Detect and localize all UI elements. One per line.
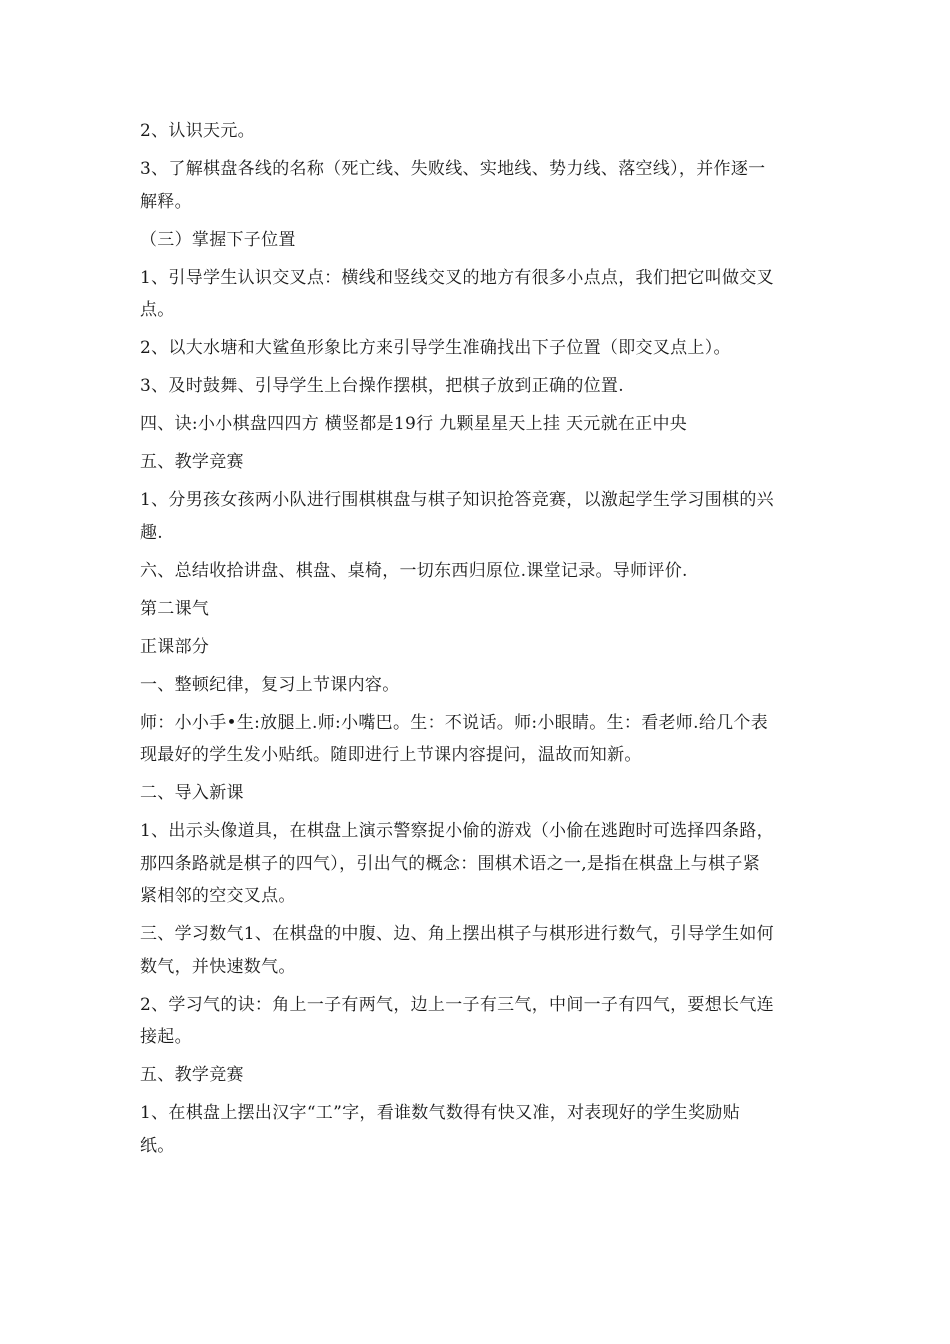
text-line: 1、出示头像道具，在棋盘上演示警察捉小偷的游戏（小偷在逃跑时可选择四条路， — [140, 821, 774, 841]
document-body — [140, 115, 820, 1162]
paragraph — [140, 408, 820, 441]
text-line: 五、教学竞赛 — [140, 1065, 244, 1085]
text-line: 点。 — [140, 300, 175, 320]
text-line: 第二课气 — [140, 598, 210, 619]
paragraph — [140, 484, 820, 549]
text-line: 1、分男孩女孩两小队进行围棋棋盘与棋子知识抢答竞赛，以激起学生学习围棋的兴 — [140, 490, 774, 510]
text-line: （三）掌握下子位置 — [140, 229, 296, 250]
section-heading — [140, 446, 820, 479]
text-line: 五、教学竞赛 — [140, 452, 244, 472]
text-line: 2、认识天元。 — [140, 121, 255, 141]
paragraph — [140, 918, 820, 983]
text-line: 那四条路就是棋子的四气），引出气的概念：围棋术语之一,是指在棋盘上与棋子紧 — [140, 853, 761, 874]
text-line: 解释。 — [140, 191, 192, 212]
paragraph — [140, 153, 820, 218]
text-line: 2、以大水塘和大鲨鱼形象比方来引导学生准确找出下子位置（即交叉点上）。 — [140, 338, 731, 358]
paragraph — [140, 707, 820, 772]
text-line: 现最好的学生发小贴纸。随即进行上节课内容提问，温故而知新。 — [140, 745, 642, 765]
text-line: 四、诀:小小棋盘四四方 横竖都是19行 九颗星星天上挂 天元就在正中央 — [140, 414, 688, 434]
section-heading — [140, 631, 820, 664]
paragraph — [140, 815, 820, 913]
section-heading — [140, 669, 820, 702]
text-line: 师：小小手•生:放腿上.师:小嘴巴。生：不说话。师:小眼睛。生：看老师.给几个表 — [140, 712, 769, 733]
section-heading — [140, 1059, 820, 1092]
text-line: 数气，并快速数气。 — [140, 956, 296, 977]
text-line: 3、了解棋盘各线的名称（死亡线、失败线、实地线、势力线、落空线），并作逐一 — [140, 159, 766, 179]
paragraph — [140, 115, 820, 148]
text-line: 趣. — [140, 522, 164, 543]
text-line: 六、总结收拾讲盘、棋盘、桌椅，一切东西归原位.课堂记录。导师评价. — [140, 560, 688, 581]
text-line: 三、学习数气1、在棋盘的中腹、边、角上摆出棋子与棋形进行数气，引导学生如何 — [140, 924, 774, 944]
section-heading — [140, 224, 820, 257]
paragraph — [140, 332, 820, 365]
text-line: 纸。 — [140, 1135, 175, 1156]
paragraph — [140, 989, 820, 1054]
text-line: 3、及时鼓舞、引导学生上台操作摆棋，把棋子放到正确的位置. — [140, 376, 624, 396]
text-line: 一、整顿纪律，复习上节课内容。 — [140, 674, 400, 695]
text-line: 1、引导学生认识交叉点：横线和竖线交叉的地方有很多小点点，我们把它叫做交叉 — [140, 267, 774, 288]
text-line: 接起。 — [140, 1027, 192, 1047]
paragraph — [140, 370, 820, 403]
section-heading — [140, 593, 820, 626]
text-line: 1、在棋盘上摆出汉字“工”字，看谁数气数得有快又准，对表现好的学生奖励贴 — [140, 1103, 740, 1123]
text-line: 二、导入新课 — [140, 783, 244, 803]
text-line: 2、学习气的诀：角上一子有两气，边上一子有三气，中间一子有四气，要想长气连 — [140, 994, 774, 1015]
paragraph — [140, 262, 820, 327]
paragraph — [140, 1097, 820, 1162]
text-line: 紧相邻的空交叉点。 — [140, 886, 296, 906]
text-line: 正课部分 — [140, 636, 210, 657]
paragraph — [140, 555, 820, 588]
section-heading — [140, 777, 820, 810]
